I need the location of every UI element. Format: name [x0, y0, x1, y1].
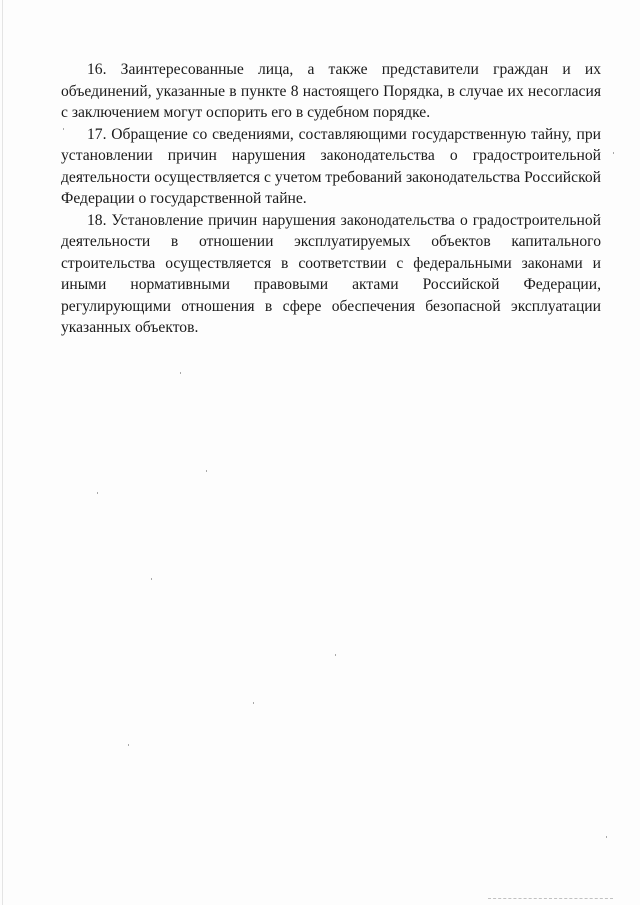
- paragraph-18: 18. Установление причин нарушения законодательства о градостроительной деятельности в отношении эксплуатируемых объектов капитального строительства осуществляется в соответствии с федеральными законами и иными нормативными правовыми актами Российской Федерации, регулирующими отношения в сфере обеспечения безопасной эксплуатации указанных объектов.: [61, 211, 601, 336]
- scan-speck: [206, 470, 207, 472]
- paragraph-16: 16. Заинтересованные лица, а также представители граждан и их объединений, указанные в пункте 8 настоящего Порядка, в случае их несогласия с заключением могут оспорить его в судебном порядке.: [61, 61, 601, 121]
- scan-speck: [335, 654, 336, 656]
- scan-speck: [613, 152, 614, 154]
- scan-speck: [180, 372, 181, 374]
- footer-scan-mark: [488, 898, 613, 902]
- scan-speck: [128, 744, 129, 746]
- document-body: [61, 59, 601, 339]
- scan-speck: [151, 578, 152, 580]
- scan-speck: [63, 128, 64, 130]
- scan-speck: [97, 492, 98, 494]
- scan-speck: [253, 702, 254, 704]
- scan-speck: [606, 836, 607, 838]
- scan-edge: [2, 0, 3, 905]
- paragraph-17: 17. Обращение со сведениями, составляющими государственную тайну, при установлении причин нарушения законодательства о градостроительной деятельности осуществляется с учетом требований законодательства Российской Федерации о государственной тайне.: [61, 125, 601, 207]
